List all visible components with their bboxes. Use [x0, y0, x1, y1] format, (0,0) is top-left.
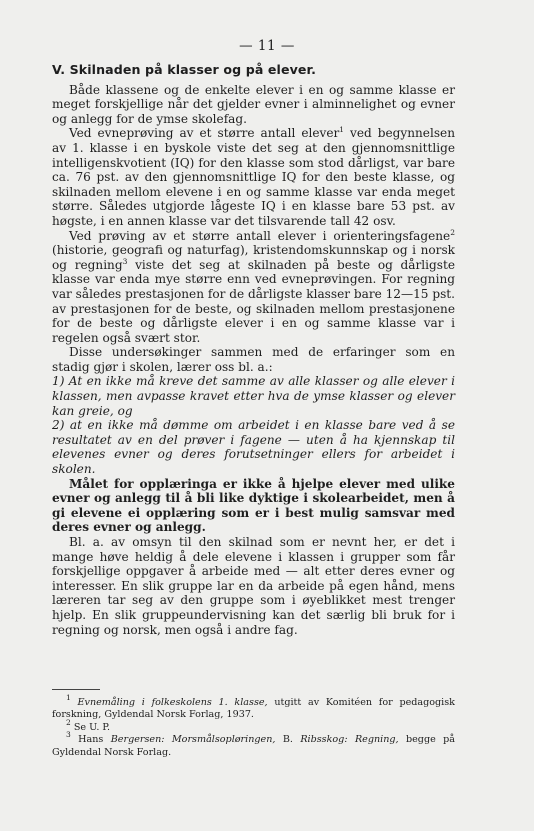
footnote-ref-2: 2 [450, 227, 455, 237]
footnote-ref-1: 1 [339, 125, 345, 135]
paragraph-3: Ved prøving av et større antall elever i orienteringsfagene$^2$ (historie, geografi og naturfag), kristendomskunnskap og i norsk og regning$^3$ viste det seg at skilnaden på beste og dårligste klasse var enda mye større enn ved evneprøvingen. For regning var således prestasjonen for de dårligste klasser bare 12—15 pst. av prestasjonen for de beste, og skilnaden mellom prestasjonene for de beste og dårligste elever i en og samme klasse var i regelen også svært stor. [52, 227, 455, 345]
list-item-2: 2) at en ikke må dømme om arbeidet i en klasse bare ved å se resultatet av en del prøver i fagene — uten å ha kjennskap til elevenes evner og deres forutsetninger ellers for arbeidet i skolen. [52, 418, 455, 477]
footnote-3: $^3$ Hans Bergersen: Morsmålsopløringen, B. Ribsskog: Regning, begge på Gyldendal Norsk Forlag. [52, 730, 456, 758]
paragraph-2: Ved evneprøving av et større antall elever$^1$ ved begynnelsen av 1. klasse i en byskole viste det seg at den gjennomsnittlige intelligenskvotient (IQ) for den klasse som stod dårligst, var bare ca. 76 pst. av den gjennomsnittlige IQ for den beste klasse, og skilnaden mellom elevene i en og samme klasse var enda meget større. Således utgjorde lågeste IQ i en klasse bare 53 pst. av høgste, i en annen klasse var det tilsvarende tall 42 osv. [52, 125, 455, 228]
footnote-rule [52, 689, 100, 690]
page-number: — 11 — [239, 38, 295, 54]
footnote-1: $^1$ Evnemåling i folkeskolens 1. klasse, utgitt av Komitéen for pedagogisk forskning, Gyldendal Norsk Forlag, 1937. [52, 693, 455, 721]
footnotes [52, 693, 456, 759]
footnote-2: $^2$ Se U. P. [66, 717, 110, 733]
main-text [52, 63, 455, 637]
paragraph-4: Disse undersøkinger sammen med de erfaringer som en stadig gjør i skolen, lærer oss bl. a.: [52, 345, 455, 374]
section-heading: V. Skilnaden på klasser og på elever. [52, 62, 316, 77]
list-item-1: 1) At en ikke må kreve det samme av alle klasser og alle elever i klassen, men avpasse kravet etter hva de ymse klasser og elever kan greie, og [52, 374, 455, 418]
bold-statement: Målet for opplæringa er ikke å hjelpe elever med ulike evner og anlegg til å bli like dyktige i skolearbeidet, men å gi elevene ei opplæring som er i best mulig samsvar med deres evner og anlegg. [52, 476, 455, 535]
paragraph-5: Bl. a. av omsyn til den skilnad som er nevnt her, er det i mange høve heldig å dele elevene i klassen i grupper som får forskjellige oppgaver å arbeide med — alt etter deres evner og interesser. En slik gruppe lar en da arbeide på egen hånd, mens læreren tar seg av den gruppe som i øyeblikket mest trenger hjelp. En slik gruppeundervisning kan det særlig bli bruk for i regning og norsk, men også i andre fag. [52, 535, 455, 637]
footnote-ref-3: 3 [122, 256, 128, 266]
paragraph-1: Både klassene og de enkelte elever i en og samme klasse er meget forskjellige når det gjelder evner i alminnelighet og evner og anlegg for de ymse skolefag. [52, 82, 455, 126]
